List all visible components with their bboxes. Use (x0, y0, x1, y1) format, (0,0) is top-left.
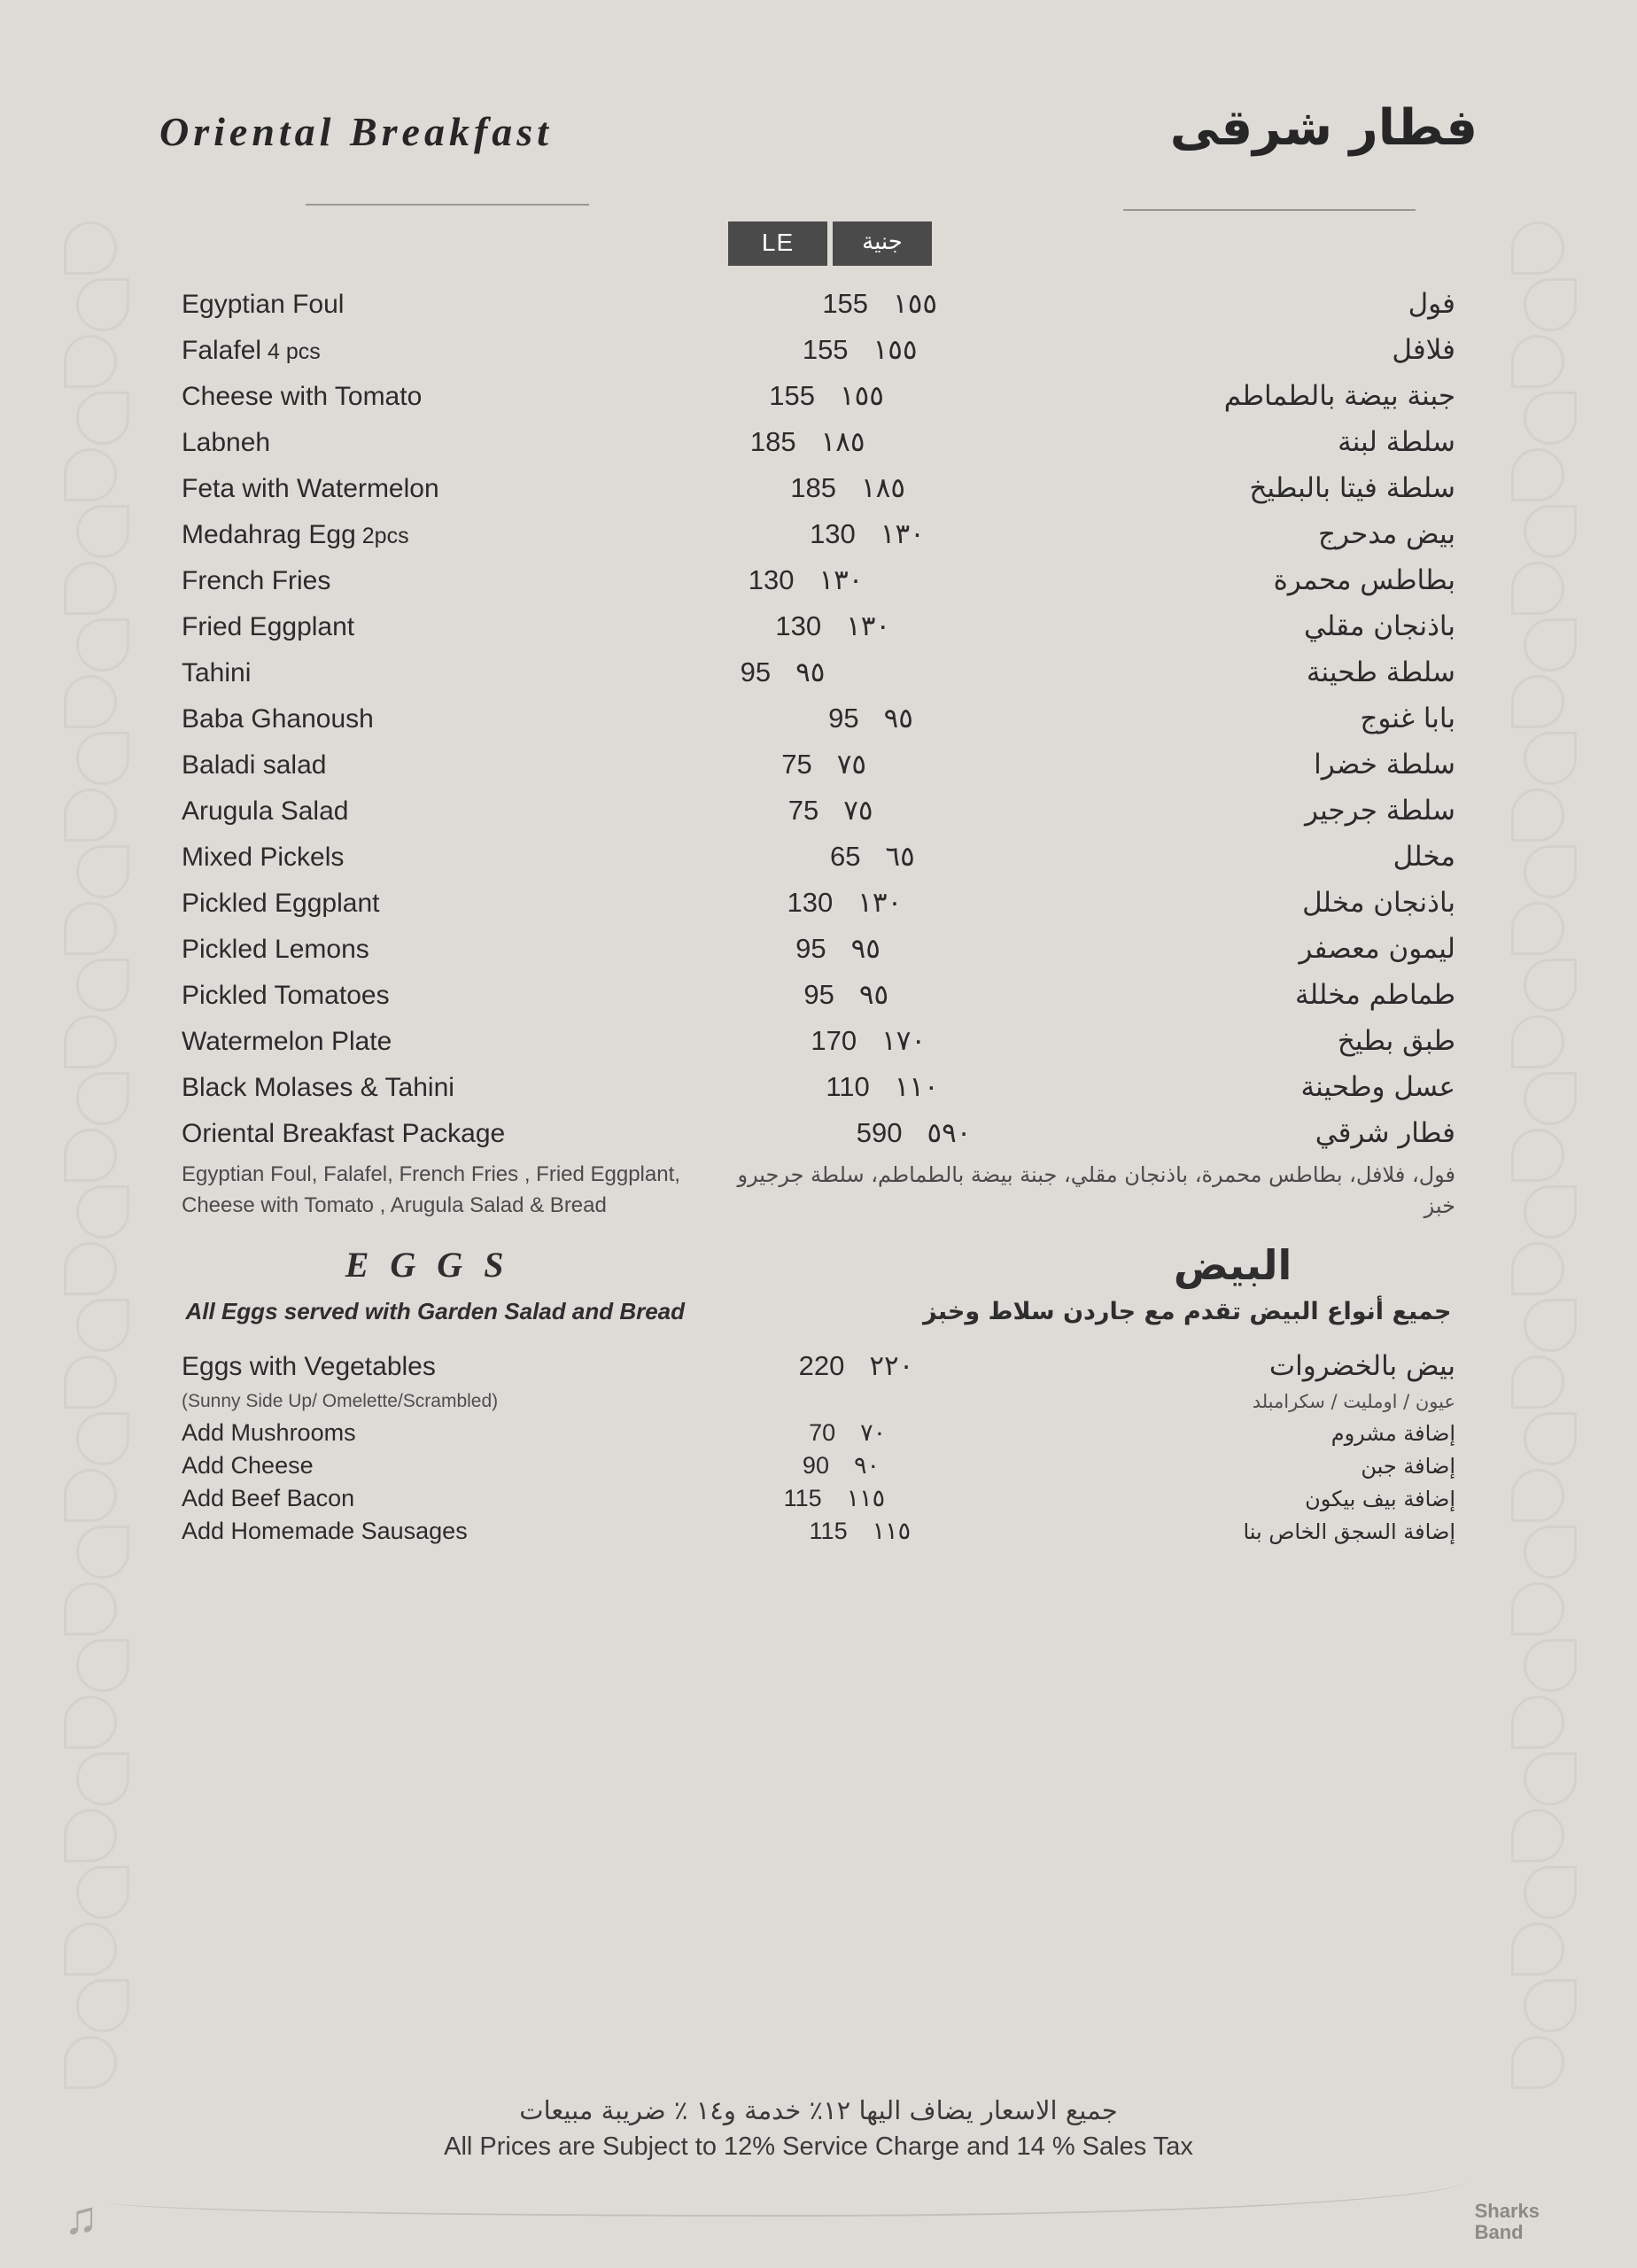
menu-row-6 (182, 564, 1455, 596)
ornament-ring-icon (1524, 1185, 1577, 1239)
ornament-ring-icon (1511, 562, 1564, 615)
ornament-ring-icon (76, 505, 129, 558)
currency-tab-ar: جنية (833, 221, 932, 266)
item-price-le: 155 (822, 288, 869, 319)
item-price-le: 220 (798, 1349, 845, 1381)
ornament-ring-icon (1524, 1412, 1577, 1465)
item-name-en: Falafel 4 pcs (182, 336, 321, 365)
ornament-ring-icon (1511, 1242, 1564, 1295)
item-price-ar: ٩٥ (883, 703, 913, 734)
eggs-subtitle-ar: جميع أنواع البيض تقدم مع جاردن سلاط وخبز (923, 1297, 1452, 1325)
item-name-ar: إضافة بيف بيكون (1305, 1486, 1456, 1511)
item-name-ar: سلطة لبنة (1338, 426, 1455, 458)
ornament-ring-icon (1524, 278, 1577, 331)
item-name-ar: بطاطس محمرة (1273, 564, 1455, 596)
menu-row-4 (182, 472, 1455, 504)
item-name-ar: إضافة مشروم (1331, 1420, 1456, 1446)
page-title-ar: فطار شرقى (1169, 99, 1478, 157)
brand-logo (1475, 2201, 1540, 2243)
ornament-ring-icon (1511, 335, 1564, 388)
menu-row-18 (182, 1117, 1455, 1149)
item-name-en: Black Molases & Tahini (182, 1073, 454, 1102)
right-ornament-decoration (1511, 221, 1573, 2038)
ornament-ring-icon (76, 1639, 129, 1692)
footer-note-en: All Prices are Subject to 12% Service Charge and 14 % Sales Tax (444, 2132, 1193, 2161)
footer-notes (0, 2095, 1637, 2162)
eggs-section-subtitle (182, 1298, 1455, 1325)
item-name-en: Add Homemade Sausages (182, 1517, 468, 1544)
item-price-le: 170 (811, 1025, 857, 1056)
item-price-le: 155 (769, 380, 815, 411)
brand-line-1: Sharks (1474, 2199, 1540, 2222)
ornament-ring-icon (1511, 1696, 1564, 1749)
menu-row-addon-0 (182, 1419, 1455, 1447)
ornament-ring-icon (1511, 1355, 1564, 1409)
ornament-ring-icon (1524, 959, 1577, 1012)
ornament-ring-icon (1524, 845, 1577, 898)
item-price-le: 110 (826, 1071, 870, 1102)
ornament-ring-icon (76, 618, 129, 672)
ornament-ring-icon (1511, 1922, 1564, 1976)
item-name-en: Arugula Salad (182, 796, 349, 826)
item-price-le: 75 (781, 749, 812, 780)
ornament-ring-icon (1524, 505, 1577, 558)
ornament-ring-icon (76, 1185, 129, 1239)
menu-row-9 (182, 703, 1455, 734)
ornament-ring-icon (1511, 2036, 1564, 2089)
item-price-le: 115 (809, 1517, 848, 1544)
item-name-en: French Fries (182, 566, 331, 595)
item-name-ar: باذنجان مخلل (1302, 887, 1456, 919)
ornament-ring-icon (76, 1299, 129, 1352)
ornament-ring-icon (76, 959, 129, 1012)
ornament-ring-icon (64, 1809, 117, 1862)
item-price-ar: ١٥٥ (839, 380, 884, 412)
item-name-en: Labneh (182, 428, 271, 457)
menu-row-5 (182, 518, 1455, 550)
ornament-ring-icon (64, 902, 117, 955)
ornament-ring-icon (76, 1072, 129, 1125)
item-name-ar: طبق بطيخ (1337, 1025, 1455, 1057)
ornament-ring-icon (64, 1129, 117, 1182)
menu-row-11 (182, 795, 1455, 827)
ornament-ring-icon (64, 1469, 117, 1522)
ornament-ring-icon (64, 1015, 117, 1068)
ornament-ring-icon (76, 1752, 129, 1806)
item-name-en: Egyptian Foul (182, 290, 345, 319)
item-name-ar: سلطة فيتا بالبطيخ (1249, 472, 1456, 504)
item-price-le: 95 (795, 933, 826, 964)
ornament-ring-icon (1511, 221, 1564, 275)
item-price-le: 95 (740, 656, 772, 687)
item-name-en: Mixed Pickels (182, 843, 345, 872)
item-price-ar: ٦٥ (885, 841, 915, 873)
item-name-ar: فول (1408, 288, 1455, 320)
ornament-ring-icon (76, 845, 129, 898)
eggs-style-note (182, 1391, 1455, 1412)
item-price-le: 95 (828, 703, 859, 734)
item-name-en: Add Mushrooms (182, 1418, 356, 1446)
item-price-ar: ١٨٥ (861, 472, 905, 504)
item-name-en: Add Beef Bacon (182, 1484, 355, 1511)
menu-row-13 (182, 887, 1455, 919)
item-name-en: Add Cheese (182, 1451, 314, 1479)
item-name-en: Cheese with Tomato (182, 382, 423, 411)
ornament-ring-icon (64, 562, 117, 615)
item-name-ar: فلافل (1392, 334, 1455, 366)
item-price-le: 75 (787, 795, 819, 826)
menu-row-8 (182, 656, 1455, 688)
ornament-ring-icon (1524, 1526, 1577, 1579)
item-name-en: Pickled Lemons (182, 935, 369, 964)
item-name-en: Baladi salad (182, 750, 327, 780)
menu-row-10 (182, 749, 1455, 781)
item-name-ar: إضافة جبن (1361, 1453, 1456, 1479)
eggs-style-note-en: (Sunny Side Up/ Omelette/Scrambled) (182, 1390, 499, 1411)
ornament-ring-icon (1511, 1809, 1564, 1862)
item-price-ar: ١٥٥ (873, 334, 918, 366)
item-name-en: Pickled Eggplant (182, 889, 380, 918)
item-price-le: 130 (810, 518, 856, 549)
menu-list (182, 288, 1455, 1550)
ornament-ring-icon (64, 221, 117, 275)
item-price-le: 90 (802, 1451, 829, 1479)
item-quantity: 4 pcs (261, 339, 321, 364)
ornament-ring-icon (76, 1979, 129, 2032)
ornament-ring-icon (1524, 1639, 1577, 1692)
item-name-ar: بيض مدحرج (1318, 518, 1455, 550)
item-name-ar: عسل وطحينة (1300, 1071, 1455, 1103)
item-price-ar: ٩٥ (850, 933, 881, 965)
eggs-title-en: E G G S (345, 1245, 510, 1285)
item-name-en: Feta with Watermelon (182, 474, 439, 503)
item-price-ar: ١٨٥ (820, 426, 865, 458)
ornament-ring-icon (64, 675, 117, 728)
item-price-ar: ١٣٠ (846, 610, 891, 642)
item-price-le: 115 (783, 1484, 822, 1511)
item-price-ar: ٧٥ (843, 795, 873, 827)
menu-row-12 (182, 841, 1455, 873)
menu-row-0 (182, 288, 1455, 320)
brand-line-2: Band (1474, 2220, 1524, 2243)
item-price-le: 185 (790, 472, 837, 503)
item-name-ar: سلطة طحينة (1306, 656, 1456, 688)
ornament-ring-icon (64, 1696, 117, 1749)
menu-row-15 (182, 979, 1455, 1011)
ornament-ring-icon (76, 278, 129, 331)
item-name-en: Eggs with Vegetables (182, 1351, 436, 1381)
menu-row-eggs-with-vegetables (182, 1350, 1455, 1382)
ornament-ring-icon (1524, 1072, 1577, 1125)
ornament-ring-icon (64, 788, 117, 842)
item-name-en: Oriental Breakfast Package (182, 1119, 506, 1148)
item-price-ar: ١٧٠ (881, 1025, 927, 1057)
item-price-le: 155 (802, 334, 849, 365)
item-price-ar: ١٥٥ (893, 288, 937, 320)
item-price-ar: ٩٥ (858, 979, 889, 1011)
ornament-ring-icon (76, 392, 129, 445)
ornament-ring-icon (1524, 392, 1577, 445)
title-divider-ar (1123, 209, 1416, 211)
item-name-en: Baba Ghanoush (182, 704, 374, 734)
menu-row-addon-1 (182, 1452, 1455, 1480)
item-name-ar: بابا غنوج (1360, 703, 1455, 734)
ornament-ring-icon (64, 1242, 117, 1295)
item-price-le: 70 (809, 1418, 836, 1446)
ornament-ring-icon (64, 335, 117, 388)
item-price-ar: ١٣٠ (818, 564, 864, 596)
item-price-ar: ٧٠ (860, 1418, 887, 1447)
item-price-ar: ٩٥ (795, 656, 826, 688)
item-quantity: 2pcs (355, 524, 409, 548)
item-price-ar: ٥٩٠ (927, 1117, 972, 1149)
item-name-ar: باذنجان مقلي (1304, 610, 1456, 642)
eggs-style-note-ar: عيون / اومليت / سكرامبلد (1252, 1390, 1455, 1412)
ornament-ring-icon (64, 1355, 117, 1409)
menu-row-1 (182, 334, 1455, 366)
menu-row-17 (182, 1071, 1455, 1103)
item-name-en: Pickled Tomatoes (182, 981, 390, 1010)
ornament-ring-icon (1511, 1582, 1564, 1635)
ornament-ring-icon (1524, 1299, 1577, 1352)
ornament-ring-icon (1511, 1015, 1564, 1068)
ornament-ring-icon (1524, 732, 1577, 785)
item-price-ar: ١٣٠ (880, 518, 925, 550)
item-price-ar: ١٣٠ (857, 887, 903, 919)
ornament-ring-icon (76, 732, 129, 785)
ornament-ring-icon (1511, 448, 1564, 501)
item-name-ar: جبنة بيضة بالطماطم (1223, 380, 1456, 412)
item-name-ar: سلطة جرجير (1304, 795, 1455, 827)
item-price-ar: ١١٥ (872, 1517, 912, 1545)
package-description (182, 1160, 1455, 1222)
music-note-icon: ♫ (64, 2193, 98, 2244)
item-name-ar: طماطم مخللة (1295, 979, 1456, 1011)
ornament-ring-icon (1511, 1129, 1564, 1182)
ornament-ring-icon (76, 1526, 129, 1579)
ornament-ring-icon (1524, 1979, 1577, 2032)
left-ornament-decoration (64, 221, 126, 2038)
ornament-ring-icon (1511, 675, 1564, 728)
ornament-ring-icon (1511, 1469, 1564, 1522)
eggs-section-heading (182, 1241, 1455, 1289)
ornament-ring-icon (76, 1412, 129, 1465)
eggs-title-ar: البيض (1173, 1240, 1292, 1289)
item-price-le: 130 (787, 887, 834, 918)
footer-note-ar: جميع الاسعار يضاف اليها ١٢٪ خدمة و١٤ ٪ ضريبة مبيعات (519, 2095, 1118, 2125)
ornament-ring-icon (1524, 1752, 1577, 1806)
item-price-le: 95 (803, 979, 834, 1010)
ornament-ring-icon (76, 1866, 129, 1919)
item-price-ar: ١١٠ (894, 1071, 939, 1103)
menu-row-2 (182, 380, 1455, 412)
item-price-ar: ٧٥ (836, 749, 867, 781)
item-price-le: 130 (775, 610, 822, 641)
item-price-le: 130 (748, 564, 795, 595)
item-name-ar: فطار شرقي (1315, 1117, 1456, 1149)
item-price-ar: ٩٠ (853, 1451, 880, 1480)
package-description-ar: فول، فلافل، بطاطس محمرة، باذنجان مقلي، جبنة بيضة بالطماطم، سلطة جرجيرو خبز (737, 1162, 1455, 1218)
item-name-en: Tahini (182, 658, 252, 687)
menu-row-7 (182, 610, 1455, 642)
item-name-ar: إضافة السجق الخاص بنا (1243, 1518, 1456, 1544)
ornament-ring-icon (1524, 618, 1577, 672)
footer-swoosh-decoration (106, 2179, 1469, 2217)
item-price-le: 65 (830, 841, 861, 872)
item-name-ar: سلطة خضرا (1314, 749, 1456, 781)
item-name-ar: بيض بالخضروات (1268, 1349, 1456, 1382)
currency-tab-le: LE (728, 221, 827, 266)
ornament-ring-icon (1524, 1866, 1577, 1919)
ornament-ring-icon (64, 1922, 117, 1976)
package-description-en: Egyptian Foul, Falafel, French Fries , Fried Eggplant, Cheese with Tomato , Arugula Salad & Bread (182, 1162, 680, 1217)
ornament-ring-icon (64, 1582, 117, 1635)
ornament-ring-icon (64, 448, 117, 501)
item-name-ar: مخلل (1393, 841, 1455, 873)
menu-row-16 (182, 1025, 1455, 1057)
eggs-subtitle-en: All Eggs served with Garden Salad and Bread (185, 1297, 686, 1324)
title-divider-en (306, 204, 589, 206)
menu-row-14 (182, 933, 1455, 965)
item-name-en: Medahrag Egg 2pcs (182, 520, 409, 549)
item-name-ar: ليمون معصفر (1299, 933, 1455, 965)
ornament-ring-icon (1511, 788, 1564, 842)
item-name-en: Watermelon Plate (182, 1027, 392, 1056)
item-name-en: Fried Eggplant (182, 612, 355, 641)
ornament-ring-icon (1511, 902, 1564, 955)
item-price-le: 185 (749, 426, 796, 457)
ornament-ring-icon (64, 2036, 117, 2089)
currency-tabs (728, 221, 932, 266)
menu-row-addon-3 (182, 1518, 1455, 1545)
menu-row-3 (182, 426, 1455, 458)
page-title-en: Oriental Breakfast (159, 109, 553, 154)
item-price-ar: ١١٥ (846, 1484, 886, 1512)
menu-row-addon-2 (182, 1485, 1455, 1512)
item-price-ar: ٢٢٠ (869, 1349, 914, 1382)
item-price-le: 590 (856, 1117, 903, 1148)
